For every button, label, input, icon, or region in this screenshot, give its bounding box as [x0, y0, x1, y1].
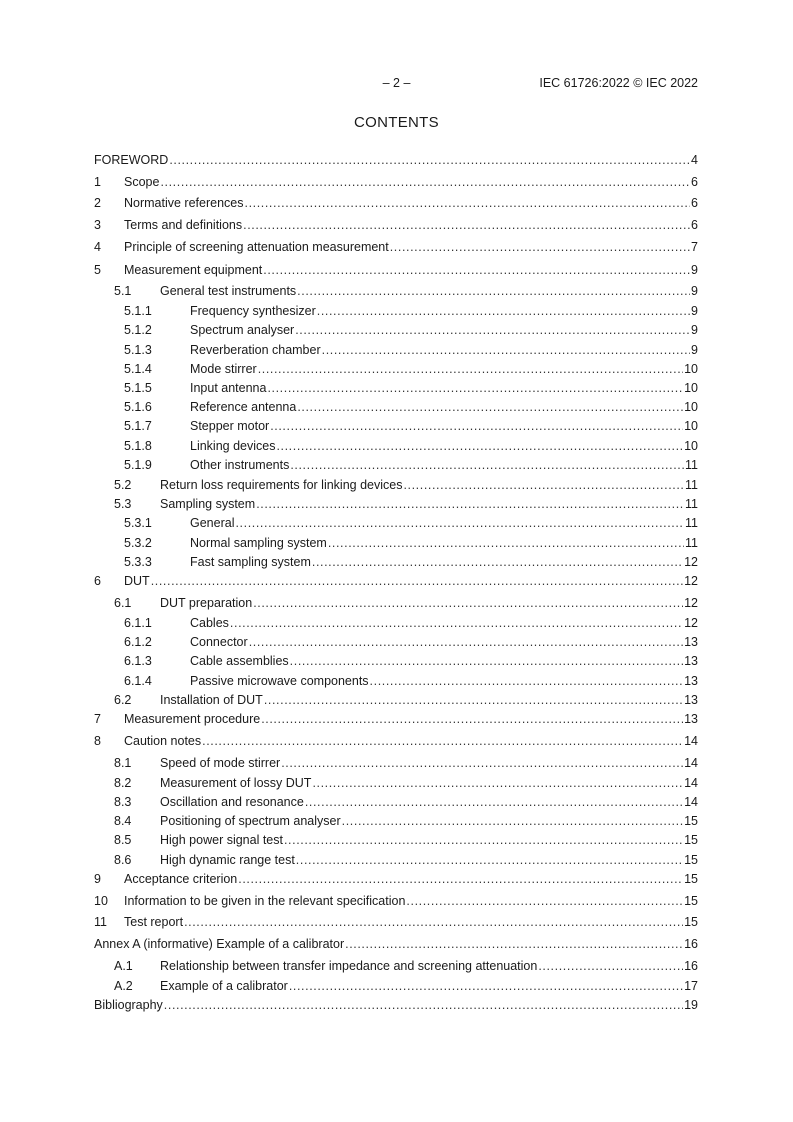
toc-entry-number: 10 — [94, 894, 108, 908]
toc-entry-page: 10 — [684, 362, 698, 376]
toc-entry-title: DUT — [124, 574, 150, 588]
dot-leader — [345, 937, 683, 952]
toc-entry-page: 11 — [685, 536, 698, 550]
toc-entry[interactable] — [94, 574, 698, 589]
dot-leader — [245, 196, 691, 211]
toc-entry-page: 9 — [691, 263, 698, 277]
toc-entry[interactable] — [94, 555, 698, 570]
toc-entry-title: High power signal test — [160, 833, 283, 847]
toc-entry[interactable] — [94, 654, 698, 669]
toc-entry[interactable] — [94, 439, 698, 454]
toc-entry-page: 13 — [684, 693, 698, 707]
toc-entry-number: 8.1 — [114, 756, 132, 770]
toc-entry-title: Scope — [124, 175, 160, 189]
toc-entry-title: Positioning of spectrum analyser — [160, 814, 341, 828]
toc-entry-page: 11 — [685, 458, 698, 472]
toc-entry-title: Fast sampling system — [190, 555, 311, 569]
toc-entry-title: Cable assemblies — [190, 654, 289, 668]
dot-leader — [235, 516, 684, 531]
toc-entry[interactable] — [94, 284, 698, 299]
toc-entry[interactable] — [94, 419, 698, 434]
toc-entry[interactable] — [94, 756, 698, 771]
toc-entry[interactable] — [94, 175, 698, 190]
toc-entry-title: Principle of screening attenuation measurement — [124, 240, 389, 254]
toc-entry-title: General — [190, 516, 235, 530]
toc-entry-number: A.1 — [114, 959, 133, 973]
toc-entry[interactable] — [94, 458, 698, 473]
toc-entry[interactable] — [94, 263, 698, 278]
toc-entry[interactable] — [94, 693, 698, 708]
dot-leader — [290, 458, 684, 473]
dot-leader — [249, 635, 683, 650]
dot-leader — [390, 240, 690, 255]
toc-entry-number: 5.1.9 — [124, 458, 152, 472]
toc-entry-page: 12 — [684, 596, 698, 610]
toc-entry-page: 14 — [684, 776, 698, 790]
dot-leader — [151, 574, 683, 589]
dot-leader — [406, 894, 683, 909]
toc-entry[interactable] — [94, 915, 698, 930]
toc-entry-title: Sampling system — [160, 497, 256, 511]
toc-entry[interactable] — [94, 674, 698, 689]
toc-entry-title: Terms and definitions — [124, 218, 243, 232]
toc-entry-number: 2 — [94, 196, 101, 210]
toc-entry[interactable] — [94, 478, 698, 493]
toc-entry[interactable] — [94, 833, 698, 848]
toc-entry-title: Normal sampling system — [190, 536, 327, 550]
toc-entry-page: 15 — [684, 872, 698, 886]
toc-entry-title: Linking devices — [190, 439, 276, 453]
toc-entry-number: 8.3 — [114, 795, 132, 809]
contents-title: CONTENTS — [354, 114, 439, 131]
toc-entry-page: 13 — [684, 654, 698, 668]
toc-entry-page: 15 — [684, 814, 698, 828]
toc-entry-page: 11 — [685, 516, 698, 530]
toc-entry-number: 5.1.3 — [124, 343, 152, 357]
toc-entry-title: Spectrum analyser — [190, 323, 295, 337]
toc-entry-title: Relationship between transfer impedance and screening attenuation — [160, 959, 538, 973]
toc-entry-title: Measurement of lossy DUT — [160, 776, 312, 790]
toc-entry-page: 6 — [691, 196, 698, 210]
toc-entry-page: 9 — [691, 284, 698, 298]
toc-entry[interactable] — [94, 814, 698, 829]
toc-entry-number: 6 — [94, 574, 101, 588]
toc-entry-page: 12 — [684, 616, 698, 630]
dot-leader — [184, 915, 683, 930]
dot-leader — [267, 381, 683, 396]
toc-entry-number: 5.1.6 — [124, 400, 152, 414]
toc-entry-title: Test report — [124, 915, 184, 929]
toc-entry[interactable] — [94, 734, 698, 749]
toc-entry-title: Speed of mode stirrer — [160, 756, 281, 770]
toc-entry[interactable] — [94, 872, 698, 887]
toc-entry-number: 5.1 — [114, 284, 132, 298]
toc-entry-title: Cables — [190, 616, 229, 630]
toc-entry-number: A.2 — [114, 979, 133, 993]
dot-leader — [289, 979, 683, 994]
dot-leader — [290, 654, 683, 669]
toc-entry-title: Mode stirrer — [190, 362, 257, 376]
toc-entry-number: 6.2 — [114, 693, 132, 707]
dot-leader — [164, 998, 683, 1013]
toc-entry-page: 15 — [684, 853, 698, 867]
toc-entry-title: Reference antenna — [190, 400, 297, 414]
dot-leader — [243, 218, 690, 233]
toc-entry[interactable] — [94, 853, 698, 868]
toc-entry-page: 14 — [684, 734, 698, 748]
toc-entry[interactable] — [94, 616, 698, 631]
toc-entry-number: 5.3.2 — [124, 536, 152, 550]
toc-entry-title: Installation of DUT — [160, 693, 263, 707]
toc-entry-number: 6.1.1 — [124, 616, 152, 630]
toc-entry[interactable] — [94, 381, 698, 396]
toc-entry-number: 6.1.3 — [124, 654, 152, 668]
toc-entry[interactable] — [94, 959, 698, 974]
toc-entry[interactable] — [94, 362, 698, 377]
dot-leader — [253, 596, 683, 611]
toc-entry[interactable] — [94, 596, 698, 611]
toc-entry[interactable] — [94, 998, 698, 1013]
toc-entry-page: 16 — [684, 959, 698, 973]
dot-leader — [322, 343, 690, 358]
toc-entry[interactable] — [94, 979, 698, 994]
toc-entry-page: 10 — [684, 381, 698, 395]
toc-entry-page: 14 — [684, 756, 698, 770]
toc-entry[interactable] — [94, 304, 698, 319]
dot-leader — [261, 712, 683, 727]
toc-entry-page: 7 — [691, 240, 698, 254]
toc-entry-title: FOREWORD — [94, 153, 169, 167]
dot-leader — [305, 795, 683, 810]
toc-entry-page: 12 — [684, 574, 698, 588]
toc-entry-page: 9 — [691, 343, 698, 357]
dot-leader — [284, 833, 683, 848]
toc-entry-page: 9 — [691, 304, 698, 318]
toc-entry-number: 5.1.7 — [124, 419, 152, 433]
toc-entry-title: Stepper motor — [190, 419, 270, 433]
dot-leader — [295, 323, 690, 338]
toc-entry-number: 7 — [94, 712, 101, 726]
toc-entry[interactable] — [94, 776, 698, 791]
toc-entry-page: 13 — [684, 635, 698, 649]
toc-entry-number: 9 — [94, 872, 101, 886]
dot-leader — [538, 959, 683, 974]
toc-entry[interactable] — [94, 323, 698, 338]
toc-entry-page: 10 — [684, 419, 698, 433]
toc-entry-number: 8 — [94, 734, 101, 748]
dot-leader — [270, 419, 683, 434]
toc-entry-page: 13 — [684, 674, 698, 688]
toc-entry-page: 10 — [684, 439, 698, 453]
dot-leader — [297, 400, 683, 415]
dot-leader — [202, 734, 683, 749]
toc-entry-page: 4 — [691, 153, 698, 167]
toc-entry-number: 6.1 — [114, 596, 132, 610]
toc-entry-title: Measurement equipment — [124, 263, 263, 277]
dot-leader — [258, 362, 683, 377]
toc-entry-number: 4 — [94, 240, 101, 254]
toc-entry-number: 5.1.2 — [124, 323, 152, 337]
dot-leader — [328, 536, 684, 551]
toc-entry-page: 15 — [684, 833, 698, 847]
toc-entry-page: 10 — [684, 400, 698, 414]
dot-leader — [342, 814, 683, 829]
dot-leader — [281, 756, 683, 771]
toc-entry[interactable] — [94, 795, 698, 810]
toc-entry-title: Caution notes — [124, 734, 202, 748]
toc-entry-number: 1 — [94, 175, 101, 189]
dot-leader — [370, 674, 684, 689]
toc-entry[interactable] — [94, 218, 698, 233]
toc-entry-page: 13 — [684, 712, 698, 726]
toc-entry-page: 14 — [684, 795, 698, 809]
document-reference: IEC 61726:2022 © IEC 2022 — [539, 76, 698, 90]
toc-entry-title: Return loss requirements for linking devices — [160, 478, 403, 492]
toc-entry[interactable] — [94, 400, 698, 415]
toc-entry[interactable] — [94, 894, 698, 909]
toc-entry-number: 5.2 — [114, 478, 132, 492]
toc-entry-number: 6.1.2 — [124, 635, 152, 649]
toc-entry-title: Oscillation and resonance — [160, 795, 304, 809]
toc-entry[interactable] — [94, 343, 698, 358]
dot-leader — [160, 175, 690, 190]
dot-leader — [312, 555, 683, 570]
toc-entry-title: Measurement procedure — [124, 712, 261, 726]
dot-leader — [230, 616, 683, 631]
toc-entry-title: High dynamic range test — [160, 853, 295, 867]
toc-entry-number: 5.1.5 — [124, 381, 152, 395]
toc-entry-number: 5.3.3 — [124, 555, 152, 569]
toc-entry-page: 11 — [685, 497, 698, 511]
toc-entry-page: 11 — [685, 478, 698, 492]
toc-entry[interactable] — [94, 516, 698, 531]
toc-entry[interactable] — [94, 536, 698, 551]
toc-entry-title: Frequency synthesizer — [190, 304, 316, 318]
toc-entry[interactable] — [94, 497, 698, 512]
dot-leader — [312, 776, 683, 791]
dot-leader — [256, 497, 684, 512]
toc-entry-title: Other instruments — [190, 458, 290, 472]
dot-leader — [403, 478, 684, 493]
toc-entry-number: 8.2 — [114, 776, 132, 790]
toc-entry-title: Acceptance criterion — [124, 872, 238, 886]
toc-entry-number: 3 — [94, 218, 101, 232]
dot-leader — [296, 853, 683, 868]
toc-entry-number: 8.5 — [114, 833, 132, 847]
toc-entry-number: 5 — [94, 263, 101, 277]
page-number: – 2 – — [382, 76, 411, 90]
toc-entry-title: Connector — [190, 635, 248, 649]
toc-entry-page: 12 — [684, 555, 698, 569]
toc-entry-page: 17 — [684, 979, 698, 993]
toc-entry-number: 5.3 — [114, 497, 132, 511]
toc-entry-number: 5.3.1 — [124, 516, 152, 530]
toc-entry-number: 6.1.4 — [124, 674, 152, 688]
toc-entry-title: Information to be given in the relevant specification — [124, 894, 406, 908]
toc-entry[interactable] — [94, 937, 698, 952]
toc-entry[interactable] — [94, 635, 698, 650]
toc-entry-number: 5.1.1 — [124, 304, 152, 318]
toc-entry-page: 19 — [684, 998, 698, 1012]
toc-entry-title: Annex A (informative) Example of a calibrator — [94, 937, 345, 951]
dot-leader — [264, 693, 683, 708]
dot-leader — [169, 153, 690, 168]
toc-entry[interactable] — [94, 712, 698, 727]
dot-leader — [238, 872, 683, 887]
toc-entry-title: DUT preparation — [160, 596, 253, 610]
toc-entry-title: Input antenna — [190, 381, 267, 395]
toc-entry-page: 9 — [691, 323, 698, 337]
toc-entry[interactable] — [94, 240, 698, 255]
dot-leader — [297, 284, 690, 299]
toc-entry-page: 6 — [691, 218, 698, 232]
toc-entry[interactable] — [94, 153, 698, 168]
toc-entry-number: 8.4 — [114, 814, 132, 828]
toc-entry[interactable] — [94, 196, 698, 211]
dot-leader — [263, 263, 690, 278]
toc-entry-title: Bibliography — [94, 998, 163, 1012]
toc-entry-title: Reverberation chamber — [190, 343, 321, 357]
toc-entry-number: 5.1.4 — [124, 362, 152, 376]
toc-entry-title: Normative references — [124, 196, 244, 210]
dot-leader — [317, 304, 690, 319]
toc-entry-page: 15 — [684, 894, 698, 908]
toc-entry-page: 16 — [684, 937, 698, 951]
toc-entry-page: 15 — [684, 915, 698, 929]
dot-leader — [276, 439, 683, 454]
toc-entry-page: 6 — [691, 175, 698, 189]
page-header — [0, 76, 793, 92]
toc-entry-number: 8.6 — [114, 853, 132, 867]
toc-entry-title: Example of a calibrator — [160, 979, 288, 993]
toc-entry-title: Passive microwave components — [190, 674, 369, 688]
toc-entry-number: 11 — [94, 915, 107, 929]
toc-entry-number: 5.1.8 — [124, 439, 152, 453]
toc-entry-title: General test instruments — [160, 284, 297, 298]
